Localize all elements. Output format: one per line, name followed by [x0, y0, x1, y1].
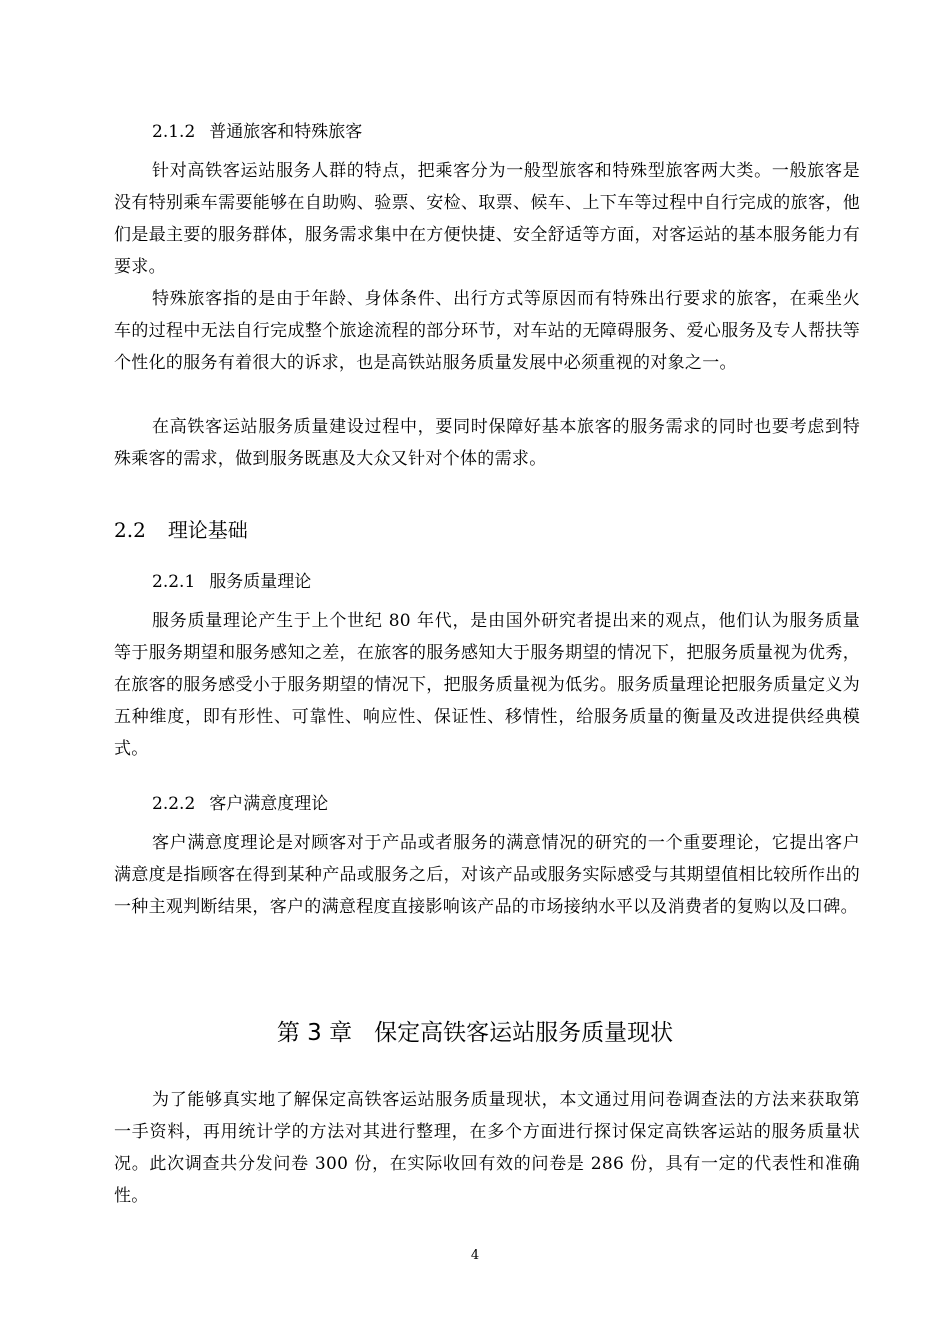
chapter-heading — [0, 1018, 950, 1048]
heading-number: 2.1.2 — [152, 122, 196, 142]
paragraph: 为了能够真实地了解保定高铁客运站服务质量现状，本文通过用问卷调查法的方法来获取第一手资料，再用统计学的方法对其进行整理，在多个方面进行探讨保定高铁客运站的服务质量状况。此次调查共分发问卷 300 份，在实际收回有效的问卷是 286 份，具有一定的代表性和准确性。 — [114, 1090, 860, 1206]
heading-title: 客户满意度理论 — [209, 794, 329, 814]
paragraph: 客户满意度理论是对顾客对于产品或者服务的满意情况的研究的一个重要理论，它提出客户满意度是指顾客在得到某种产品或服务之后，对该产品或服务实际感受与其期望值相比较所作出的一种主观判断结果，客户的满意程度直接影响该产品的市场接纳水平以及消费者的复购以及口碑。 — [114, 833, 860, 917]
paragraph: 特殊旅客指的是由于年龄、身体条件、出行方式等原因而有特殊出行要求的旅客，在乘坐火车的过程中无法自行完成整个旅途流程的部分环节，对车站的无障碍服务、爱心服务及专人帮扶等个性化的服务有着很大的诉求，也是高铁站服务质量发展中必须重视的对象之一。 — [114, 289, 860, 373]
chapter-number: 第 3 章 — [276, 1020, 353, 1046]
heading-title: 服务质量理论 — [209, 572, 312, 592]
heading-2-2-1 — [152, 571, 311, 593]
paragraph: 服务质量理论产生于上个世纪 80 年代，是由国外研究者提出来的观点，他们认为服务质量等于服务期望和服务感知之差，在旅客的服务感知大于服务期望的情况下，把服务质量视为优秀，在旅客的服务感受小于服务期望的情况下，把服务质量视为低劣。服务质量理论把服务质量定义为五种维度，即有形性、可靠性、响应性、保证性、移情性，给服务质量的衡量及改进提供经典模式。 — [114, 611, 860, 759]
heading-2-1-2 — [152, 121, 362, 143]
heading-2-2-2 — [152, 793, 328, 815]
chapter-title: 保定高铁客运站服务质量现状 — [374, 1020, 674, 1046]
heading-number: 2.2 — [114, 518, 146, 542]
paragraph: 针对高铁客运站服务人群的特点，把乘客分为一般型旅客和特殊型旅客两大类。一般旅客是没有特别乘车需要能够在自助购、验票、安检、取票、候车、上下车等过程中自行完成的旅客，他们是最主要的服务群体，服务需求集中在方便快捷、安全舒适等方面，对客运站的基本服务能力有要求。 — [114, 161, 860, 277]
page-number: 4 — [470, 1248, 480, 1263]
heading-number: 2.2.1 — [152, 572, 196, 592]
heading-2-2 — [114, 517, 248, 543]
heading-title: 理论基础 — [167, 518, 248, 542]
heading-number: 2.2.2 — [152, 794, 196, 814]
heading-title: 普通旅客和特殊旅客 — [209, 122, 363, 142]
paragraph: 在高铁客运站服务质量建设过程中，要同时保障好基本旅客的服务需求的同时也要考虑到特殊乘客的需求，做到服务既惠及大众又针对个体的需求。 — [114, 417, 860, 469]
